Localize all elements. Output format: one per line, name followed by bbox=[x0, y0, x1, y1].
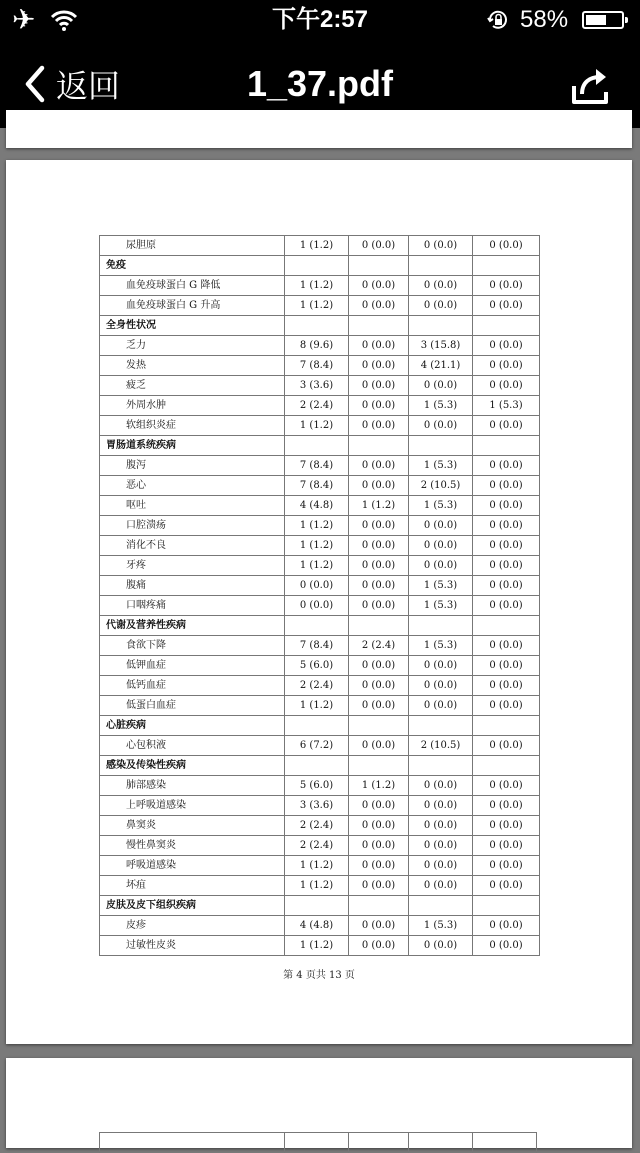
count-cell: 0 (0.0) bbox=[473, 936, 540, 956]
count-cell: 0 (0.0) bbox=[473, 376, 540, 396]
count-cell: 0 (0.0) bbox=[473, 496, 540, 516]
count-cell bbox=[473, 616, 540, 636]
event-name: 皮疹 bbox=[100, 916, 285, 936]
category-row bbox=[100, 616, 540, 636]
table-row bbox=[100, 676, 540, 696]
count-cell: 0 (0.0) bbox=[473, 856, 540, 876]
category-name: 心脏疾病 bbox=[100, 716, 285, 736]
count-cell: 0 (0.0) bbox=[349, 876, 409, 896]
count-cell bbox=[409, 716, 473, 736]
count-cell: 0 (0.0) bbox=[349, 796, 409, 816]
count-cell: 0 (0.0) bbox=[349, 676, 409, 696]
adverse-events-table bbox=[99, 235, 540, 956]
count-cell: 1 (1.2) bbox=[285, 276, 349, 296]
count-cell: 0 (0.0) bbox=[409, 516, 473, 536]
event-name: 鼻窦炎 bbox=[100, 816, 285, 836]
table-row bbox=[100, 476, 540, 496]
pdf-page bbox=[6, 160, 632, 1044]
event-name: 腹痛 bbox=[100, 576, 285, 596]
event-name: 慢性鼻窦炎 bbox=[100, 836, 285, 856]
table-row bbox=[100, 576, 540, 596]
count-cell: 0 (0.0) bbox=[473, 356, 540, 376]
rotation-lock-icon bbox=[486, 9, 510, 31]
count-cell: 1 (1.2) bbox=[285, 856, 349, 876]
count-cell: 2 (10.5) bbox=[409, 476, 473, 496]
count-cell: 0 (0.0) bbox=[473, 296, 540, 316]
airplane-mode-icon: ✈ bbox=[12, 4, 36, 35]
count-cell bbox=[409, 756, 473, 776]
count-cell: 1 (1.2) bbox=[285, 416, 349, 436]
event-name: 牙疼 bbox=[100, 556, 285, 576]
count-cell: 0 (0.0) bbox=[285, 596, 349, 616]
count-cell: 0 (0.0) bbox=[409, 876, 473, 896]
table-row bbox=[100, 236, 540, 256]
count-cell bbox=[349, 896, 409, 916]
count-cell: 1 (5.3) bbox=[409, 396, 473, 416]
count-cell: 1 (1.2) bbox=[349, 776, 409, 796]
count-cell: 0 (0.0) bbox=[473, 776, 540, 796]
count-cell: 0 (0.0) bbox=[349, 276, 409, 296]
count-cell: 1 (1.2) bbox=[285, 936, 349, 956]
table-row bbox=[100, 356, 540, 376]
count-cell: 7 (8.4) bbox=[285, 456, 349, 476]
table-row bbox=[100, 796, 540, 816]
category-name: 胃肠道系统疾病 bbox=[100, 436, 285, 456]
event-name: 呼吸道感染 bbox=[100, 856, 285, 876]
table-row bbox=[100, 836, 540, 856]
event-name: 血免疫球蛋白 G 降低 bbox=[100, 276, 285, 296]
category-name: 免疫 bbox=[100, 256, 285, 276]
count-cell bbox=[473, 256, 540, 276]
category-row bbox=[100, 896, 540, 916]
count-cell: 0 (0.0) bbox=[409, 296, 473, 316]
event-name: 口腔溃疡 bbox=[100, 516, 285, 536]
count-cell: 0 (0.0) bbox=[349, 856, 409, 876]
document-title: 1_37.pdf bbox=[246, 63, 394, 104]
count-cell: 0 (0.0) bbox=[473, 536, 540, 556]
event-name: 上呼吸道感染 bbox=[100, 796, 285, 816]
category-row bbox=[100, 256, 540, 276]
category-row bbox=[100, 756, 540, 776]
count-cell: 1 (1.2) bbox=[349, 496, 409, 516]
back-button-label: 返回 bbox=[56, 67, 121, 105]
count-cell bbox=[285, 716, 349, 736]
count-cell: 7 (8.4) bbox=[285, 476, 349, 496]
category-row bbox=[100, 436, 540, 456]
count-cell bbox=[349, 436, 409, 456]
count-cell: 0 (0.0) bbox=[473, 236, 540, 256]
next-page-table-top bbox=[99, 1132, 537, 1153]
count-cell: 0 (0.0) bbox=[349, 476, 409, 496]
table-row bbox=[100, 456, 540, 476]
event-name: 乏力 bbox=[100, 336, 285, 356]
count-cell: 0 (0.0) bbox=[349, 376, 409, 396]
event-name: 低钾血症 bbox=[100, 656, 285, 676]
count-cell: 2 (2.4) bbox=[285, 836, 349, 856]
table-row bbox=[100, 516, 540, 536]
table-row bbox=[100, 816, 540, 836]
count-cell: 0 (0.0) bbox=[473, 456, 540, 476]
table-row bbox=[100, 856, 540, 876]
count-cell: 1 (5.3) bbox=[409, 916, 473, 936]
count-cell: 0 (0.0) bbox=[473, 336, 540, 356]
count-cell bbox=[349, 316, 409, 336]
count-cell: 0 (0.0) bbox=[473, 736, 540, 756]
event-name: 食欲下降 bbox=[100, 636, 285, 656]
count-cell bbox=[349, 616, 409, 636]
count-cell: 0 (0.0) bbox=[409, 816, 473, 836]
count-cell bbox=[285, 256, 349, 276]
event-name: 疲乏 bbox=[100, 376, 285, 396]
count-cell: 1 (1.2) bbox=[285, 696, 349, 716]
count-cell: 0 (0.0) bbox=[473, 876, 540, 896]
count-cell: 1 (1.2) bbox=[285, 516, 349, 536]
table-row bbox=[100, 496, 540, 516]
event-name: 腹泻 bbox=[100, 456, 285, 476]
count-cell: 2 (2.4) bbox=[285, 396, 349, 416]
count-cell: 0 (0.0) bbox=[409, 376, 473, 396]
count-cell: 0 (0.0) bbox=[473, 416, 540, 436]
count-cell: 0 (0.0) bbox=[349, 916, 409, 936]
count-cell: 0 (0.0) bbox=[409, 676, 473, 696]
count-cell bbox=[473, 896, 540, 916]
count-cell: 0 (0.0) bbox=[285, 576, 349, 596]
count-cell: 1 (5.3) bbox=[473, 396, 540, 416]
count-cell: 5 (6.0) bbox=[285, 776, 349, 796]
count-cell: 0 (0.0) bbox=[409, 936, 473, 956]
count-cell: 0 (0.0) bbox=[409, 536, 473, 556]
count-cell: 1 (1.2) bbox=[285, 536, 349, 556]
count-cell bbox=[285, 316, 349, 336]
count-cell: 1 (1.2) bbox=[285, 556, 349, 576]
event-name: 低蛋白血症 bbox=[100, 696, 285, 716]
count-cell: 0 (0.0) bbox=[409, 276, 473, 296]
count-cell: 0 (0.0) bbox=[349, 816, 409, 836]
event-name: 坏疽 bbox=[100, 876, 285, 896]
table-row bbox=[100, 276, 540, 296]
count-cell: 0 (0.0) bbox=[349, 536, 409, 556]
count-cell: 6 (7.2) bbox=[285, 736, 349, 756]
count-cell bbox=[473, 316, 540, 336]
table-row bbox=[100, 876, 540, 896]
count-cell: 0 (0.0) bbox=[349, 936, 409, 956]
event-name: 过敏性皮炎 bbox=[100, 936, 285, 956]
count-cell: 0 (0.0) bbox=[349, 456, 409, 476]
count-cell bbox=[409, 256, 473, 276]
count-cell bbox=[285, 756, 349, 776]
count-cell: 0 (0.0) bbox=[349, 736, 409, 756]
count-cell bbox=[473, 716, 540, 736]
previous-pdf-page bbox=[6, 110, 632, 148]
table-row bbox=[100, 536, 540, 556]
count-cell: 8 (9.6) bbox=[285, 336, 349, 356]
count-cell: 0 (0.0) bbox=[349, 596, 409, 616]
count-cell: 0 (0.0) bbox=[349, 656, 409, 676]
count-cell: 0 (0.0) bbox=[349, 696, 409, 716]
count-cell: 0 (0.0) bbox=[349, 416, 409, 436]
event-name: 口咽疼痛 bbox=[100, 596, 285, 616]
table-row bbox=[100, 296, 540, 316]
share-icon[interactable] bbox=[568, 64, 612, 108]
count-cell: 0 (0.0) bbox=[409, 836, 473, 856]
count-cell bbox=[409, 616, 473, 636]
table-row bbox=[100, 376, 540, 396]
count-cell: 0 (0.0) bbox=[473, 476, 540, 496]
table-row bbox=[100, 656, 540, 676]
category-name: 代谢及营养性疾病 bbox=[100, 616, 285, 636]
count-cell: 0 (0.0) bbox=[349, 236, 409, 256]
count-cell: 3 (15.8) bbox=[409, 336, 473, 356]
count-cell: 0 (0.0) bbox=[473, 516, 540, 536]
count-cell bbox=[285, 436, 349, 456]
count-cell: 0 (0.0) bbox=[409, 796, 473, 816]
battery-percentage: 58% bbox=[520, 6, 569, 33]
page-footer: 第 4 页共 13 页 bbox=[283, 970, 355, 981]
count-cell: 0 (0.0) bbox=[349, 396, 409, 416]
count-cell bbox=[473, 436, 540, 456]
count-cell: 0 (0.0) bbox=[409, 856, 473, 876]
count-cell: 0 (0.0) bbox=[409, 236, 473, 256]
count-cell: 3 (3.6) bbox=[285, 376, 349, 396]
count-cell: 0 (0.0) bbox=[409, 776, 473, 796]
count-cell: 0 (0.0) bbox=[473, 596, 540, 616]
count-cell: 4 (21.1) bbox=[409, 356, 473, 376]
table-row bbox=[100, 556, 540, 576]
event-name: 消化不良 bbox=[100, 536, 285, 556]
count-cell: 7 (8.4) bbox=[285, 356, 349, 376]
count-cell bbox=[285, 616, 349, 636]
count-cell: 0 (0.0) bbox=[473, 556, 540, 576]
count-cell: 1 (1.2) bbox=[285, 236, 349, 256]
count-cell: 0 (0.0) bbox=[349, 836, 409, 856]
count-cell: 0 (0.0) bbox=[349, 356, 409, 376]
count-cell bbox=[409, 436, 473, 456]
count-cell: 0 (0.0) bbox=[473, 816, 540, 836]
count-cell: 0 (0.0) bbox=[473, 636, 540, 656]
table-row bbox=[100, 936, 540, 956]
chevron-left-icon bbox=[18, 62, 54, 106]
table-row bbox=[100, 776, 540, 796]
count-cell: 0 (0.0) bbox=[349, 336, 409, 356]
clock: 下午2:57 bbox=[271, 6, 369, 33]
category-name: 全身性状况 bbox=[100, 316, 285, 336]
next-pdf-page bbox=[6, 1058, 632, 1148]
table-row bbox=[100, 736, 540, 756]
count-cell: 4 (4.8) bbox=[285, 916, 349, 936]
count-cell: 1 (5.3) bbox=[409, 576, 473, 596]
count-cell bbox=[349, 716, 409, 736]
count-cell: 4 (4.8) bbox=[285, 496, 349, 516]
battery-icon bbox=[582, 11, 624, 29]
count-cell: 0 (0.0) bbox=[409, 656, 473, 676]
event-name: 外周水肿 bbox=[100, 396, 285, 416]
count-cell: 0 (0.0) bbox=[409, 556, 473, 576]
table-row bbox=[100, 416, 540, 436]
count-cell: 1 (5.3) bbox=[409, 456, 473, 476]
table-row bbox=[100, 696, 540, 716]
count-cell bbox=[473, 756, 540, 776]
event-name: 肺部感染 bbox=[100, 776, 285, 796]
count-cell bbox=[349, 256, 409, 276]
count-cell: 0 (0.0) bbox=[473, 796, 540, 816]
count-cell: 0 (0.0) bbox=[473, 676, 540, 696]
count-cell: 1 (5.3) bbox=[409, 636, 473, 656]
event-name: 呕吐 bbox=[100, 496, 285, 516]
count-cell: 0 (0.0) bbox=[409, 416, 473, 436]
count-cell: 7 (8.4) bbox=[285, 636, 349, 656]
count-cell: 2 (2.4) bbox=[349, 636, 409, 656]
count-cell bbox=[349, 756, 409, 776]
count-cell bbox=[285, 896, 349, 916]
count-cell: 0 (0.0) bbox=[349, 576, 409, 596]
count-cell: 0 (0.0) bbox=[409, 696, 473, 716]
table-row bbox=[100, 916, 540, 936]
event-name: 软组织炎症 bbox=[100, 416, 285, 436]
status-bar bbox=[0, 0, 640, 40]
count-cell: 0 (0.0) bbox=[349, 516, 409, 536]
category-row bbox=[100, 316, 540, 336]
count-cell: 0 (0.0) bbox=[473, 916, 540, 936]
event-name: 血免疫球蛋白 G 升高 bbox=[100, 296, 285, 316]
category-row bbox=[100, 716, 540, 736]
count-cell: 0 (0.0) bbox=[473, 276, 540, 296]
count-cell: 2 (2.4) bbox=[285, 816, 349, 836]
event-name: 发热 bbox=[100, 356, 285, 376]
event-name: 恶心 bbox=[100, 476, 285, 496]
count-cell: 3 (3.6) bbox=[285, 796, 349, 816]
category-name: 皮肤及皮下组织疾病 bbox=[100, 896, 285, 916]
count-cell: 2 (10.5) bbox=[409, 736, 473, 756]
count-cell: 1 (1.2) bbox=[285, 296, 349, 316]
count-cell: 2 (2.4) bbox=[285, 676, 349, 696]
table-row bbox=[100, 396, 540, 416]
event-name: 低钙血症 bbox=[100, 676, 285, 696]
event-name: 心包积液 bbox=[100, 736, 285, 756]
count-cell: 5 (6.0) bbox=[285, 656, 349, 676]
table-row bbox=[100, 596, 540, 616]
count-cell: 0 (0.0) bbox=[473, 836, 540, 856]
count-cell: 1 (5.3) bbox=[409, 596, 473, 616]
count-cell: 0 (0.0) bbox=[349, 556, 409, 576]
count-cell: 0 (0.0) bbox=[473, 696, 540, 716]
count-cell: 0 (0.0) bbox=[349, 296, 409, 316]
count-cell: 0 (0.0) bbox=[473, 576, 540, 596]
table-row bbox=[100, 636, 540, 656]
count-cell bbox=[409, 316, 473, 336]
table-row bbox=[100, 336, 540, 356]
count-cell: 1 (1.2) bbox=[285, 876, 349, 896]
back-button[interactable] bbox=[18, 62, 120, 106]
count-cell: 1 (5.3) bbox=[409, 496, 473, 516]
category-name: 感染及传染性疾病 bbox=[100, 756, 285, 776]
count-cell bbox=[409, 896, 473, 916]
event-name: 尿胆原 bbox=[100, 236, 285, 256]
count-cell: 0 (0.0) bbox=[473, 656, 540, 676]
